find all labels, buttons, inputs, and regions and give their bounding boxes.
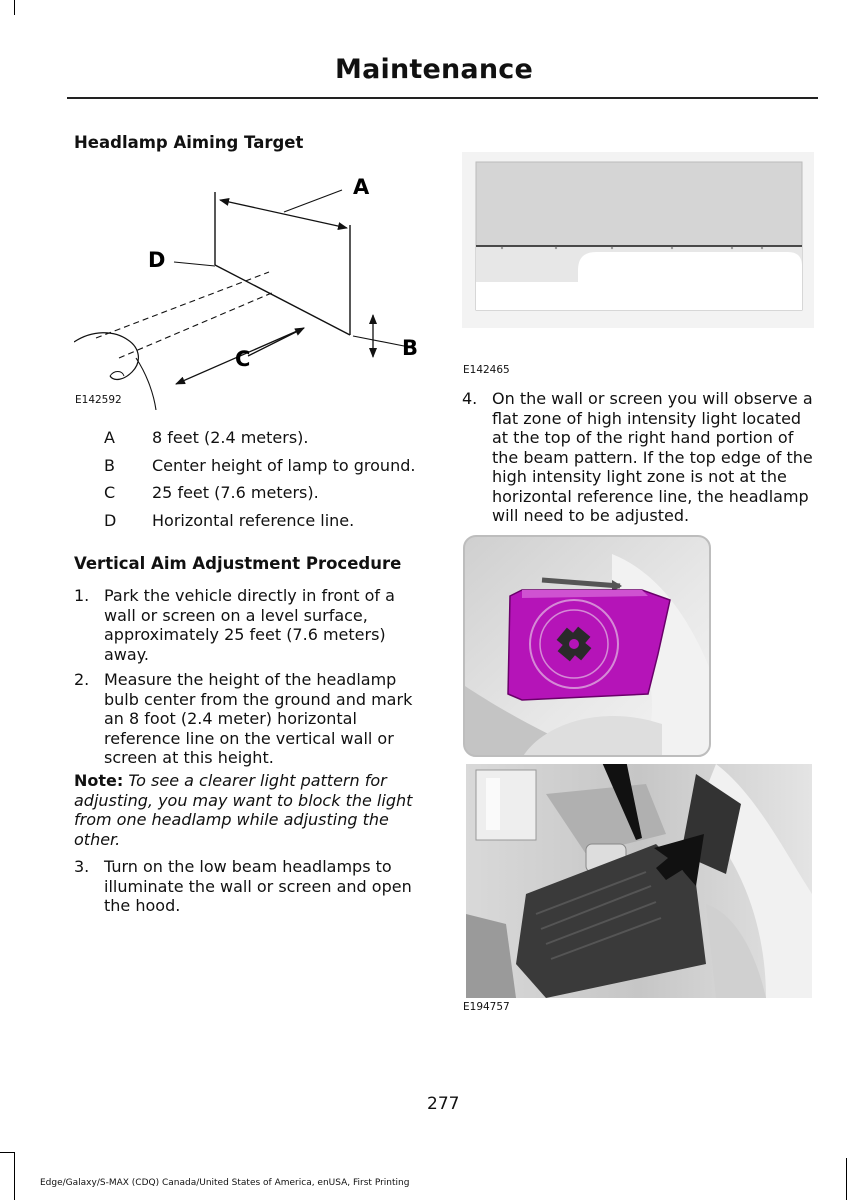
step-1 [74, 586, 430, 664]
note-label: Note: [74, 771, 124, 790]
page-number: 277 [427, 1094, 460, 1114]
legend-key: A [104, 428, 115, 447]
legend-text: Horizontal reference line. [152, 510, 355, 530]
legend-key: D [104, 510, 117, 530]
step-text: Measure the height of the headlamp bulb center from the ground and mark an 8 foot (2.4 meter) horizontal reference line on the vertical wall or screen at this height. [104, 670, 413, 767]
diagram-code: E142592 [75, 394, 122, 406]
legend-row [104, 428, 444, 456]
footer-line: Edge/Galaxy/S-MAX (CDQ) Canada/United States of America, enUSA, First Printing [40, 1178, 410, 1188]
title-rule [67, 97, 818, 99]
diagram-legend [104, 428, 444, 538]
step-2 [74, 670, 430, 768]
step-number: 3. [74, 857, 90, 876]
step-4 [462, 389, 814, 526]
step-number: 1. [74, 586, 90, 605]
engine-bay-code: E194757 [463, 1001, 510, 1013]
crop-mark-bottom-left [14, 1152, 15, 1200]
legend-text: 25 feet (7.6 meters). [152, 483, 319, 502]
note-text: To see a clearer light pattern for adjusting, you may want to block the light from one headlamp while adjusting the other. [74, 771, 413, 849]
beam-pattern-image [462, 152, 814, 328]
step-3 [74, 857, 430, 916]
diagram-label-a: A [353, 175, 370, 199]
legend-row [104, 456, 444, 484]
page-title: Maintenance [335, 54, 533, 85]
procedure-heading: Vertical Aim Adjustment Procedure [74, 554, 402, 573]
procedure-steps [74, 586, 430, 768]
step-number: 2. [74, 670, 90, 689]
headlamp-aiming-diagram [74, 170, 434, 410]
legend-row [104, 483, 444, 511]
legend-key: C [104, 483, 116, 502]
note [74, 771, 430, 849]
diagram-label-c: C [235, 347, 251, 371]
step-text: Turn on the low beam headlamps to illuminate the wall or screen and open the hood. [104, 857, 412, 915]
adjuster-detail-photo [462, 534, 712, 758]
crop-mark-bottom-right [846, 1158, 847, 1200]
legend-key: B [104, 455, 115, 475]
step-text: On the wall or screen you will observe a flat zone of high intensity light located at the top of the right hand portion of the beam pattern. If the top edge of the high intensity light zone is not at the horizontal reference line, the headlamp will need to be adjusted. [492, 389, 813, 525]
step-text: Park the vehicle directly in front of a wall or screen on a level surface, approximately 25 feet (7.6 meters) away. [104, 586, 395, 664]
crop-mark-bottom-left-h [0, 1152, 15, 1153]
crop-mark-top-left [14, 0, 15, 15]
legend-text: 8 feet (2.4 meters). [152, 428, 309, 447]
legend-row [104, 511, 444, 539]
diagram-label-b: B [402, 336, 419, 360]
diagram-label-d: D [148, 248, 166, 272]
legend-text: Center height of lamp to ground. [152, 455, 416, 475]
beam-pattern-code: E142465 [463, 364, 510, 376]
aiming-target-heading: Headlamp Aiming Target [74, 133, 304, 152]
engine-bay-photo [466, 764, 812, 998]
step-number: 4. [462, 389, 478, 408]
